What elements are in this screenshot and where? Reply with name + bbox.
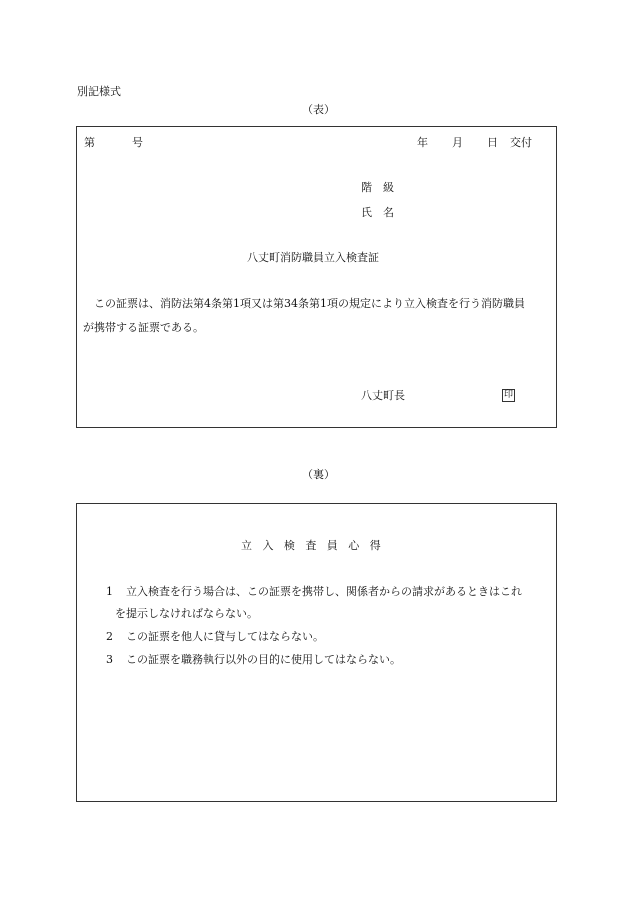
item-3-line-1: この証票を職務執行以外の目的に使用してはならない。 (126, 653, 401, 666)
back-card (76, 503, 557, 802)
name-label: 氏 名 (361, 206, 394, 219)
item-2-number: 2 (106, 630, 113, 643)
front-card (76, 126, 557, 428)
issuer: 八丈町長 (361, 389, 405, 402)
number-prefix: 第 (84, 136, 95, 149)
item-1-line-1: 立入検査を行う場合は、この証票を携帯し、関係者からの請求があるときはこれ (126, 585, 522, 598)
front-side-label: （表） (302, 103, 335, 116)
card-body-line-2: が携帯する証票である。 (83, 321, 204, 334)
item-1-line-2: を提示しなければならない。 (115, 607, 258, 620)
number-suffix: 号 (132, 136, 143, 149)
date-issued: 交付 (510, 136, 532, 149)
date-month: 月 (452, 136, 463, 149)
seal-mark: 印 (503, 390, 513, 400)
form-title: 別記様式 (77, 85, 121, 98)
item-1-number: 1 (106, 585, 113, 598)
date-day: 日 (487, 136, 498, 149)
card-body-line-1: この証票は、消防法第4条第1項又は第34条第1項の規定により立入検査を行う消防職員 (83, 297, 525, 310)
item-2-line-1: この証票を他人に貸与してはならない。 (126, 630, 324, 643)
item-3-number: 3 (106, 653, 113, 666)
date-year: 年 (417, 136, 428, 149)
back-side-label: （裏） (302, 468, 335, 481)
rank-label: 階 級 (361, 181, 394, 194)
card-title: 八丈町消防職員立入検査証 (247, 251, 379, 264)
back-heading: 立入検査員心得 (241, 539, 392, 552)
